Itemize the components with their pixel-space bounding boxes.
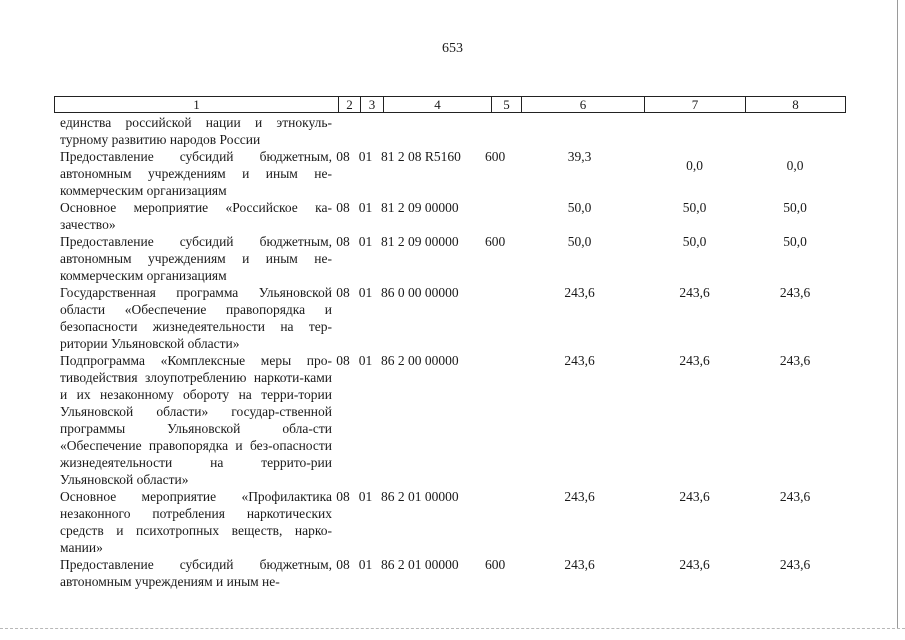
row-value-7: 50,0 <box>682 234 707 249</box>
row-section: 08 <box>336 557 350 572</box>
row-value-7: 50,0 <box>682 200 707 215</box>
row-section: 08 <box>336 149 350 164</box>
header-col-3: 3 <box>361 97 384 113</box>
row-name: Основное мероприятие «Профилактика незаконного потребления наркотических средств и психотропных веществ, нарко-мании» <box>60 489 332 555</box>
row-subsection: 01 <box>358 149 373 164</box>
row-subsection: 01 <box>358 234 373 249</box>
table-header <box>54 96 846 113</box>
page-bottom-edge <box>0 628 905 629</box>
row-value-8: 243,6 <box>779 557 811 572</box>
row-value-8: 243,6 <box>779 353 811 368</box>
row-name: Подпрограмма «Комплексные меры про-тиводействия злоупотреблению наркоти-ками и их незаконному обороту на терри-тории Ульяновской области» государ-ственной программы Ульяновской обла-сти «Обеспечение правопорядка и без-опасности жизнедеятельности на террито-рии Ульяновской области» <box>60 353 332 487</box>
row-value-6: 243,6 <box>564 353 595 368</box>
table-row <box>54 556 845 590</box>
row-value-7: 243,6 <box>679 489 710 504</box>
header-col-5: 5 <box>492 97 522 113</box>
row-name: единства российской нации и этнокуль-турному развитию народов России <box>60 115 332 147</box>
row-name: Государственная программа Ульяновской области «Обеспечение правопорядка и безопасности жизнедеятельности на тер-ритории Ульяновской области» <box>60 285 332 351</box>
row-value-8: 50,0 <box>783 200 807 215</box>
row-subsection: 01 <box>358 353 373 368</box>
row-subsection: 01 <box>358 489 373 504</box>
table-row <box>54 352 845 488</box>
row-value-6: 243,6 <box>564 557 595 572</box>
row-value-7: 243,6 <box>679 285 710 300</box>
row-subsection: 01 <box>358 200 373 215</box>
row-name: Предоставление субсидий бюджетным, автономным учреждениям и иным не-коммерческим организациям <box>60 234 332 283</box>
row-section: 08 <box>336 285 350 300</box>
table-row <box>54 488 845 556</box>
header-col-7: 7 <box>645 97 746 113</box>
row-section: 08 <box>336 234 350 249</box>
header-col-8: 8 <box>746 97 846 113</box>
row-section: 08 <box>336 353 350 368</box>
row-subsection: 01 <box>358 285 373 300</box>
row-value-6: 243,6 <box>564 285 595 300</box>
page-number: 653 <box>442 41 463 56</box>
table-row <box>54 284 845 352</box>
row-value-7: 0,0 <box>686 158 703 173</box>
table-row <box>54 148 845 199</box>
row-name: Предоставление субсидий бюджетным, автономным учреждениям и иным не- <box>60 557 332 589</box>
header-col-1: 1 <box>55 97 339 113</box>
row-subsection: 01 <box>358 557 373 572</box>
row-target-code: 86 2 01 00000 <box>381 489 459 504</box>
row-value-8: 50,0 <box>783 234 807 249</box>
row-value-6: 243,6 <box>564 489 595 504</box>
row-expense-type: 600 <box>485 557 506 572</box>
table-row <box>54 199 845 233</box>
row-name: Основное мероприятие «Российское ка-зачество» <box>60 200 332 232</box>
row-value-8: 0,0 <box>786 158 804 173</box>
row-expense-type: 600 <box>485 234 506 249</box>
row-section: 08 <box>336 489 350 504</box>
header-col-6: 6 <box>522 97 645 113</box>
row-target-code: 81 2 09 00000 <box>381 200 459 215</box>
table-body <box>54 114 845 604</box>
row-value-7: 243,6 <box>679 353 710 368</box>
header-col-4: 4 <box>384 97 492 113</box>
row-expense-type: 600 <box>485 149 506 164</box>
row-value-6: 50,0 <box>567 200 592 215</box>
table-row <box>54 233 845 284</box>
row-value-6: 50,0 <box>567 234 592 249</box>
row-value-8: 243,6 <box>779 285 811 300</box>
table-row <box>54 114 845 148</box>
row-value-7: 243,6 <box>679 557 710 572</box>
header-col-2: 2 <box>339 97 361 113</box>
row-target-code: 86 2 01 00000 <box>381 557 459 572</box>
row-target-code: 86 2 00 00000 <box>381 353 459 368</box>
row-target-code: 86 0 00 00000 <box>381 285 459 300</box>
page-right-edge <box>897 0 898 628</box>
row-name: Предоставление субсидий бюджетным, автономным учреждениям и иным не-коммерческим организациям <box>60 149 332 198</box>
row-target-code: 81 2 08 R5160 <box>381 149 461 164</box>
row-section: 08 <box>336 200 350 215</box>
row-target-code: 81 2 09 00000 <box>381 234 459 249</box>
row-value-8: 243,6 <box>779 489 811 504</box>
row-value-6: 39,3 <box>567 149 592 164</box>
